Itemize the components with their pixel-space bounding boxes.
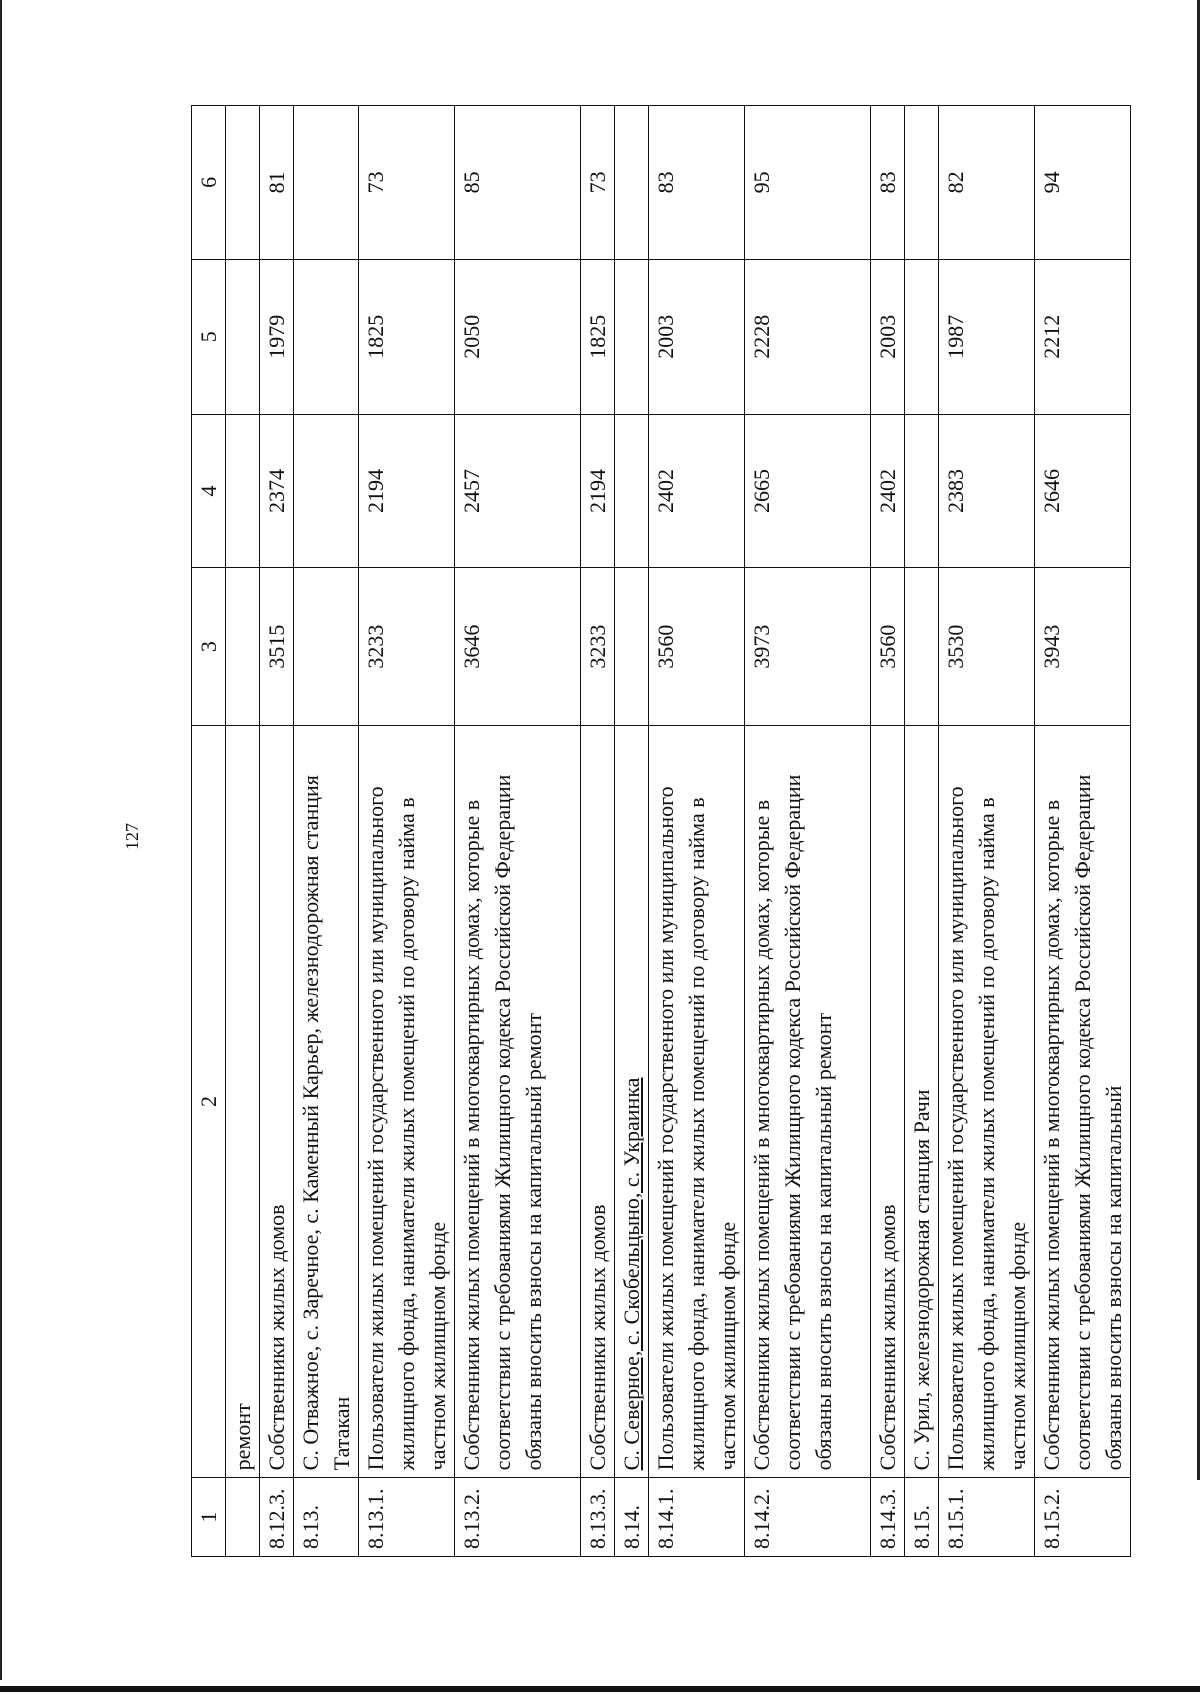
value-col-5: 2050	[455, 259, 581, 414]
row-number: 8.15.2.	[1035, 1478, 1131, 1557]
value-col-3: 3515	[260, 568, 294, 725]
value-col-4: 2194	[581, 414, 615, 568]
row-description: Собственники жилых помещений в многоквартирных домах, которые в соответствии с требованиями Жилищного кодекса Российской Федерации обязаны вносить взносы на капитальный ремонт	[745, 725, 871, 1478]
row-description: С. Урил, железнодорожная станция Рачи	[905, 725, 939, 1478]
value-col-5: 1979	[260, 259, 294, 414]
header-col-5: 5	[192, 259, 226, 414]
table-row	[905, 106, 939, 1557]
value-col-3: 3973	[745, 568, 871, 725]
value-col-4: 2402	[871, 414, 905, 568]
table-row	[871, 106, 905, 1557]
value-col-6: 73	[359, 106, 455, 260]
value-col-5	[905, 259, 939, 414]
row-description: Собственники жилых домов	[260, 725, 294, 1478]
value-col-4: 2402	[649, 414, 745, 568]
value-col-6: 73	[581, 106, 615, 260]
value-col-5	[615, 259, 649, 414]
row-description: Собственники жилых домов	[581, 725, 615, 1478]
value-col-6: 83	[649, 106, 745, 260]
row-number: 8.12.3.	[260, 1478, 294, 1557]
value-col-5: 1825	[359, 259, 455, 414]
value-col-5: 2003	[649, 259, 745, 414]
row-description: Пользователи жилых помещений государственного или муниципального жилищного фонда, наниматели жилых помещений по договору найма в частном жилищном фонде	[939, 725, 1035, 1478]
rotated-table-wrapper	[191, 105, 1126, 1557]
scan-edge-left	[0, 0, 2, 1680]
value-col-3: 3560	[649, 568, 745, 725]
page-number: 127	[122, 823, 142, 850]
value-col-4: 2383	[939, 414, 1035, 568]
row-description: Собственники жилых помещений в многоквартирных домах, которые в соответствии с требованиями Жилищного кодекса Российской Федерации обязаны вносить взносы на капитальный ремонт	[455, 725, 581, 1478]
value-col-3: 3530	[939, 568, 1035, 725]
tariff-table	[191, 105, 1131, 1557]
value-col-3	[294, 568, 359, 725]
table-row	[615, 106, 649, 1557]
value-col-3	[905, 568, 939, 725]
value-col-6	[226, 106, 260, 260]
row-number: 8.15.	[905, 1478, 939, 1557]
value-col-5: 2228	[745, 259, 871, 414]
row-number: 8.14.	[615, 1478, 649, 1557]
value-col-4	[905, 414, 939, 568]
value-col-4	[615, 414, 649, 568]
header-row	[192, 106, 226, 1557]
table-row	[260, 106, 294, 1557]
table-row	[649, 106, 745, 1557]
header-col-1: 1	[192, 1478, 226, 1557]
table-body	[192, 106, 1131, 1557]
table-row	[226, 106, 260, 1557]
row-number: 8.14.2.	[745, 1478, 871, 1557]
value-col-4: 2665	[745, 414, 871, 568]
value-col-5: 2212	[1035, 259, 1131, 414]
value-col-3	[615, 568, 649, 725]
row-number: 8.15.1.	[939, 1478, 1035, 1557]
value-col-6: 85	[455, 106, 581, 260]
value-col-6	[615, 106, 649, 260]
value-col-4	[226, 414, 260, 568]
value-col-5: 2003	[871, 259, 905, 414]
header-col-4: 4	[192, 414, 226, 568]
value-col-6	[905, 106, 939, 260]
row-description: Пользователи жилых помещений государственного или муниципального жилищного фонда, наниматели жилых помещений по договору найма в частном жилищном фонде	[359, 725, 455, 1478]
value-col-4: 2194	[359, 414, 455, 568]
value-col-6: 82	[939, 106, 1035, 260]
header-col-3: 3	[192, 568, 226, 725]
row-number: 8.14.1.	[649, 1478, 745, 1557]
row-number: 8.13.3.	[581, 1478, 615, 1557]
row-description: Собственники жилых помещений в многоквартирных домах, которые в соответствии с требованиями Жилищного кодекса Российской Федерации обязаны вносить взносы на капитальный	[1035, 725, 1131, 1478]
value-col-5: 1987	[939, 259, 1035, 414]
value-col-6	[294, 106, 359, 260]
scan-edge-bottom	[0, 1686, 1200, 1692]
table-row	[581, 106, 615, 1557]
row-description: С. Северное, с. Скобельцыно, с. Украинка	[615, 725, 649, 1478]
value-col-4	[294, 414, 359, 568]
value-col-6: 94	[1035, 106, 1131, 260]
value-col-3: 3233	[581, 568, 615, 725]
value-col-5: 1825	[581, 259, 615, 414]
table-row	[294, 106, 359, 1557]
row-number: 8.14.3.	[871, 1478, 905, 1557]
value-col-3: 3233	[359, 568, 455, 725]
value-col-3	[226, 568, 260, 725]
row-number: 8.13.1.	[359, 1478, 455, 1557]
row-number: 8.13.	[294, 1478, 359, 1557]
value-col-3: 3646	[455, 568, 581, 725]
value-col-6: 95	[745, 106, 871, 260]
table-row	[939, 106, 1035, 1557]
value-col-3: 3943	[1035, 568, 1131, 725]
value-col-4: 2457	[455, 414, 581, 568]
table-row	[1035, 106, 1131, 1557]
value-col-3: 3560	[871, 568, 905, 725]
row-description: С. Отважное, с. Заречное, с. Каменный Карьер, железнодорожная станция Татакан	[294, 725, 359, 1478]
row-description: ремонт	[226, 725, 260, 1478]
value-col-4: 2374	[260, 414, 294, 568]
value-col-5	[294, 259, 359, 414]
header-col-2: 2	[192, 725, 226, 1478]
value-col-5	[226, 259, 260, 414]
value-col-4: 2646	[1035, 414, 1131, 568]
table-row	[455, 106, 581, 1557]
row-number: 8.13.2.	[455, 1478, 581, 1557]
value-col-6: 83	[871, 106, 905, 260]
row-description: Пользователи жилых помещений государственного или муниципального жилищного фонда, наниматели жилых помещений по договору найма в частном жилищном фонде	[649, 725, 745, 1478]
value-col-6: 81	[260, 106, 294, 260]
row-description: Собственники жилых домов	[871, 725, 905, 1478]
row-number	[226, 1478, 260, 1557]
table-row	[745, 106, 871, 1557]
header-col-6: 6	[192, 106, 226, 260]
table-row	[359, 106, 455, 1557]
